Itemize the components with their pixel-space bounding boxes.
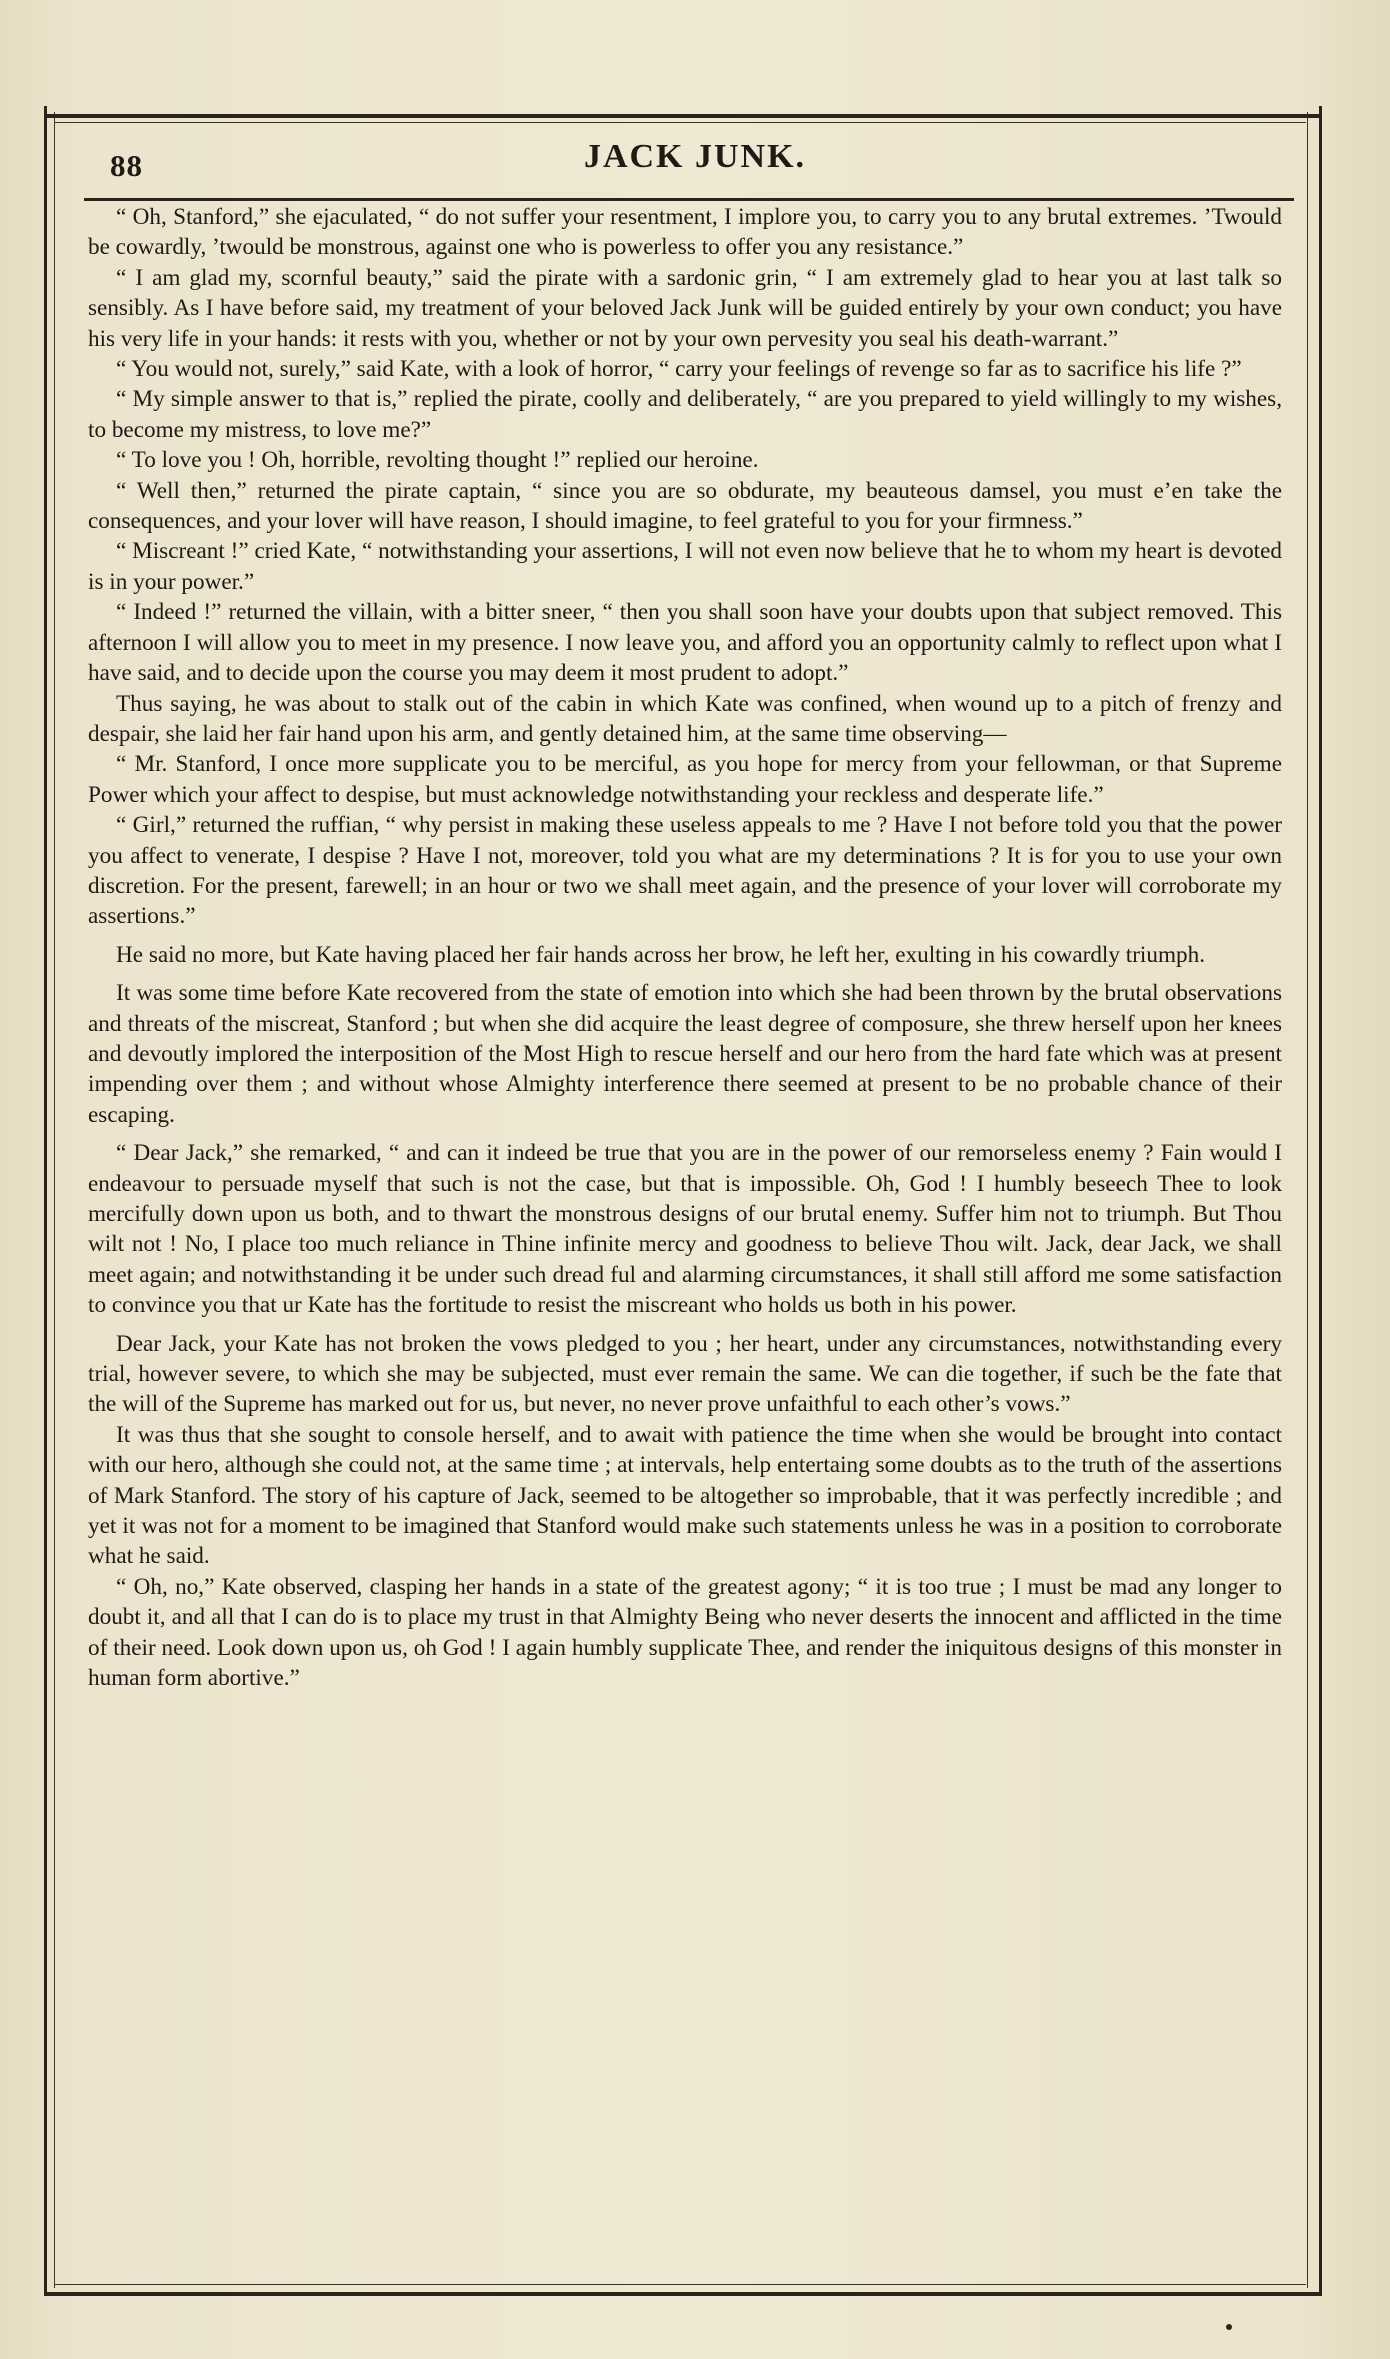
top-rule [44, 114, 1319, 118]
article-body [88, 202, 1282, 1694]
paragraph: “ Dear Jack,” she remarked, “ and can it indeed be true that you are in the power of our remorseless enemy ? Fain would I endeavour to persuade myself that such is not the case, but that is impossible. Oh, God ! I humbly beseech Thee to look mercifully down upon us both, and to thwart the monstrous designs of our brutal enemy. Suffer him not to triumph. But Thou wilt not ! No, I place too much reliance in Thine infinite mercy and goodness to believe Thou wilt. Jack, dear Jack, we shall meet again; and notwithstanding it be under such dread ful and alarming circumstances, it shall still afford me some satisfaction to convince you that ur Kate has the fortitude to resist the miscreant who holds us both in his power. [88, 1140, 1282, 1319]
ink-speck [1226, 2324, 1232, 2330]
paragraph: “ Mr. Stanford, I once more supplicate you to be merciful, as you hope for mercy from your fellowman, or that Supreme Power which your affect to despise, but must acknowledge notwithstanding your reckless and desperate life.” [88, 751, 1282, 808]
page-number: 88 [110, 148, 143, 183]
paragraph: “ Oh, no,” Kate observed, clasping her hands in a state of the greatest agony; “ it is too true ; I must be mad any longer to doubt it, and all that I can do is to place my trust in that Almighty Being who never deserts the innocent and afflicted in the time of their need. Look down upon us, oh God ! I again humbly supplicate Thee, and render the iniquitous designs of this monster in human form abortive.” [88, 1573, 1282, 1692]
paragraph: It was thus that she sought to console herself, and to await with patience the time when she would be brought into contact with our hero, although she could not, at the same time ; at intervals, help entertaing some doubts as to the truth of the assertions of Mark Stanford. The story of his capture of Jack, seemed to be altogether so improbable, that it was perfectly incredible ; and yet it was not for a moment to be imagined that Stanford would make such statements unless he was in a position to corroborate what he said. [88, 1421, 1282, 1570]
paragraph: It was some time before Kate recovered from the state of emotion into which she had been thrown by the brutal observations and threats of the miscreat, Stanford ; but when she did acquire the least degree of composure, she threw herself upon her knees and devoutly implored the interposition of the Most High to rescue herself and our hero from the hard fate which was at present impending over them ; and without whose Almighty interference there seemed at present to be no probable chance of their escaping. [88, 980, 1282, 1128]
paragraph: “ Indeed !” returned the villain, with a bitter sneer, “ then you shall soon have your doubts upon that subject removed. This afternoon I will allow you to meet in my presence. I now leave you, and afford you an opportunity calmly to reflect upon what I have said, and to decide upon the course you may deem it most prudent to adopt.” [88, 599, 1282, 687]
paragraph: “ My simple answer to that is,” replied the pirate, coolly and deliberately, “ are you prepared to yield willingly to my wishes, to become my mistress, to love me?” [88, 386, 1282, 443]
bottom-rule-thin [54, 2284, 1306, 2285]
paragraph: “ Well then,” returned the pirate captain, “ since you are so obdurate, my beauteous damsel, you must e’en take the consequences, and your lover will have reason, I should imagine, to feel grateful to you for your firmness.” [88, 477, 1282, 535]
header-rule [84, 198, 1294, 201]
paragraph: Thus saying, he was about to stalk out of the cabin in which Kate was confined, when wound up to a pitch of frenzy and despair, she laid her fair hand upon his arm, and gently detained him, at the same time observing— [88, 690, 1282, 747]
top-rule-thin [54, 122, 1306, 123]
running-head-title: JACK JUNK. [583, 138, 807, 175]
paragraph: Dear Jack, your Kate has not broken the vows pledged to you ; her heart, under any circumstances, notwithstanding every trial, however severe, to which she may be subjected, must ever remain the same. We can die together, if such be the fate that the will of the Supreme has marked out for us, but never, no never prove unfaithful to each other’s vows.” [88, 1330, 1282, 1418]
paragraph: “ I am glad my, scornful beauty,” said the pirate with a sardonic grin, “ I am extremely glad to hear you at last talk so sensibly. As I have before said, my treatment of your beloved Jack Junk will be guided entirely by your own conduct; you have his very life in your hands: it rests with you, whether or not by your own pervesity you seal his death-warrant.” [88, 264, 1282, 352]
bottom-rule [44, 2292, 1319, 2296]
paragraph: “ Girl,” returned the ruffian, “ why persist in making these useless appeals to me ? Have I not before told you that the power you affect to venerate, I despise ? Have I not, moreover, told you what are my determinations ? It is for you to use your own discretion. For the present, farewell; in an hour or two we shall meet again, and the presence of your lover will corroborate my assertions.” [88, 812, 1282, 930]
paragraph: “ To love you ! Oh, horrible, revolting thought !” replied our heroine. [116, 447, 759, 474]
paragraph: “ Miscreant !” cried Kate, “ notwithstanding your assertions, I will not even now believe that he to whom my heart is devoted is in your power.” [88, 538, 1282, 595]
paragraph: “ You would not, surely,” said Kate, with a look of horror, “ carry your feelings of revenge so far as to sacrifice his life ?” [116, 356, 1242, 383]
paragraph: He said no more, but Kate having placed her fair hands across her brow, he left her, exulting in his cowardly triumph. [116, 941, 1205, 968]
paragraph: “ Oh, Stanford,” she ejaculated, “ do not suffer your resentment, I implore you, to carry you to any brutal extremes. ’Twould be cowardly, ’twould be monstrous, against one who is powerless to offer you any resistance.” [88, 204, 1282, 261]
